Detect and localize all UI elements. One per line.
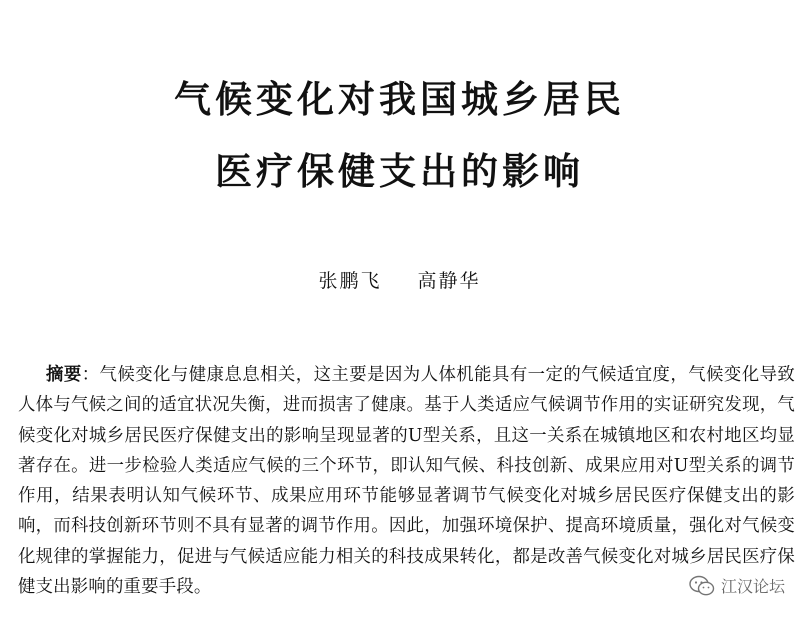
watermark-text: 江汉论坛	[720, 577, 785, 596]
author-list	[0, 266, 799, 293]
paper-title-line-2: 医疗保健支出的影响	[215, 150, 584, 193]
abstract-label: 摘要	[46, 365, 82, 385]
abstract-text: ：气候变化与健康息息相关，这主要是因为人体机能具有一定的气候适宜度，气候变化导致人体与气候之间的适宜状况失衡，进而损害了健康。基于人类适应气候调节作用的实证研究发现，气候变化对城乡居民医疗保健支出的影响呈现显著的U型关系，且这一关系在城镇地区和农村地区均显著存在。进一步检验人类适应气候的三个环节，即认知气候、科技创新、成果应用对U型关系的调节作用，结果表明认知气候环节、成果应用环节能够显著调节气候变化对城乡居民医疗保健支出的影响，而科技创新环节则不具有显著的调节作用。因此，加强环境保护、提高环境质量，强化对气候变化规律的掌握能力，促进与气候适应能力相关的科技成果转化，都是改善气候变化对城乡居民医疗保健支出影响的重要手段。	[18, 365, 795, 598]
paper-title-line-1: 气候变化对我国城乡居民	[174, 78, 625, 121]
wechat-icon	[689, 575, 715, 597]
author-name: 高静华	[417, 270, 481, 292]
watermark	[689, 574, 785, 597]
author-name: 张鹏飞	[318, 270, 382, 292]
abstract	[18, 360, 795, 602]
